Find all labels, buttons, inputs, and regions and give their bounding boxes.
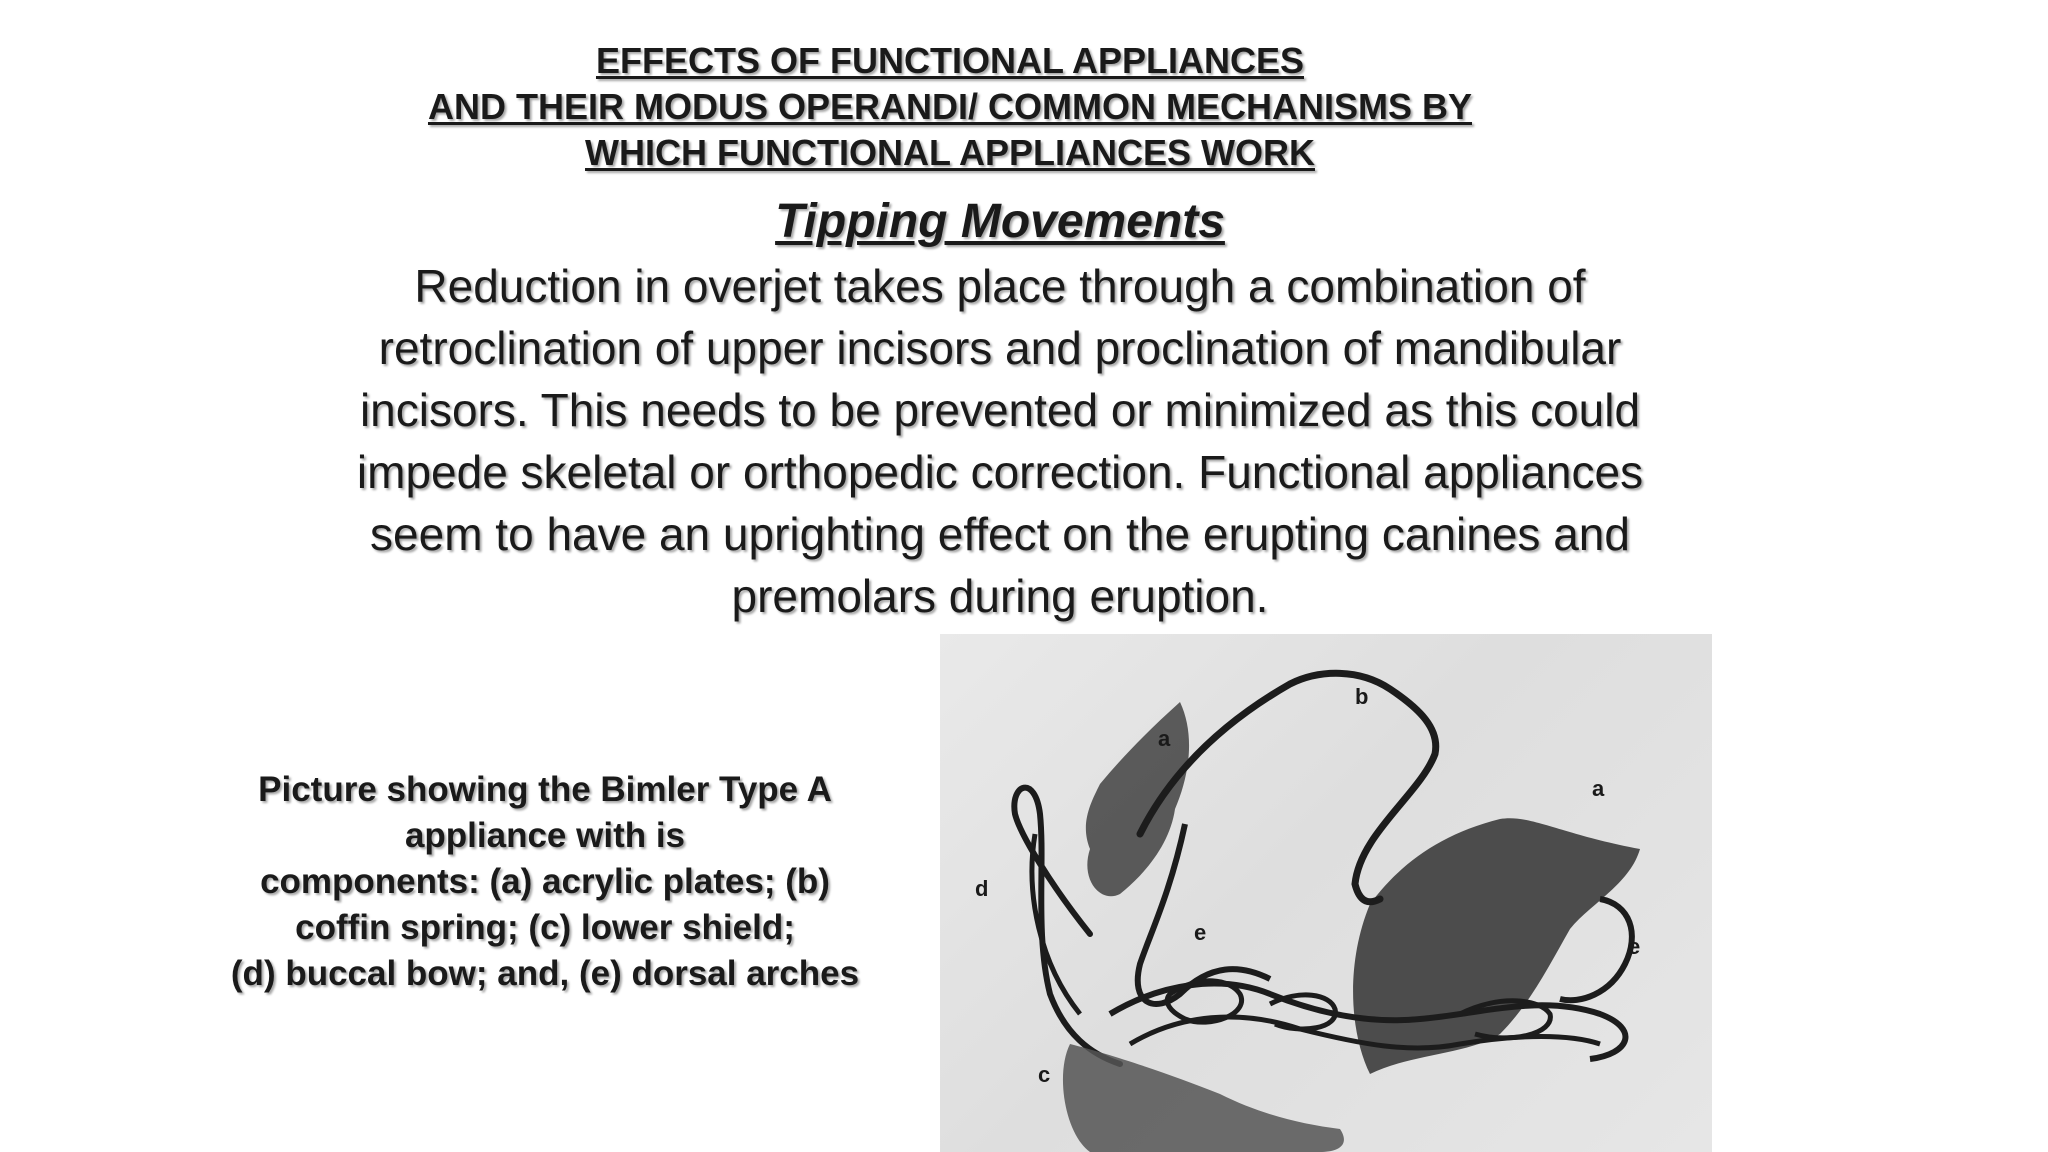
- label-e-right: e: [1628, 934, 1641, 959]
- appliance-illustration: [940, 634, 1712, 1152]
- label-e-left: e: [1194, 920, 1207, 945]
- title-line-2: AND THEIR MODUS OPERANDI/ COMMON MECHANISMS BY: [427, 86, 1473, 127]
- caption-line-4: coffin spring; (c) lower shield;: [295, 908, 795, 947]
- body-paragraph: [250, 255, 1750, 627]
- caption-line-3: components: (a) acrylic plates; (b): [260, 862, 830, 901]
- label-c: c: [1038, 1062, 1051, 1087]
- figure-caption: [180, 767, 910, 997]
- label-a-right: a: [1592, 776, 1605, 801]
- title-line-3: WHICH FUNCTIONAL APPLIANCES WORK: [585, 132, 1315, 173]
- body-line-3: incisors. This needs to be prevented or minimized as this could: [359, 384, 1641, 436]
- body-line-1: Reduction in overjet takes place through a combination of: [414, 260, 1586, 312]
- body-line-2: retroclination of upper incisors and proclination of mandibular: [378, 322, 1622, 374]
- body-line-5: seem to have an uprighting effect on the erupting canines and: [370, 508, 1630, 560]
- body-line-4: impede skeletal or orthopedic correction. Functional appliances: [356, 446, 1644, 498]
- title-line-1: EFFECTS OF FUNCTIONAL APPLIANCES: [595, 40, 1304, 81]
- lower-shield: [1063, 1044, 1344, 1152]
- body-line-6: premolars during eruption.: [731, 570, 1269, 622]
- caption-line-5: (d) buccal bow; and, (e) dorsal arches: [230, 954, 860, 993]
- subheading: Tipping Movements: [775, 195, 1225, 248]
- caption-line-1: Picture showing the Bimler Type A: [258, 770, 832, 809]
- label-a-left: a: [1158, 726, 1171, 751]
- coffin-spring: [1140, 673, 1436, 901]
- bimler-appliance-photo: [940, 634, 1712, 1152]
- slide-title: [300, 38, 1600, 176]
- label-d: d: [975, 876, 989, 901]
- label-b: b: [1355, 684, 1369, 709]
- caption-line-2: appliance with is: [404, 816, 686, 855]
